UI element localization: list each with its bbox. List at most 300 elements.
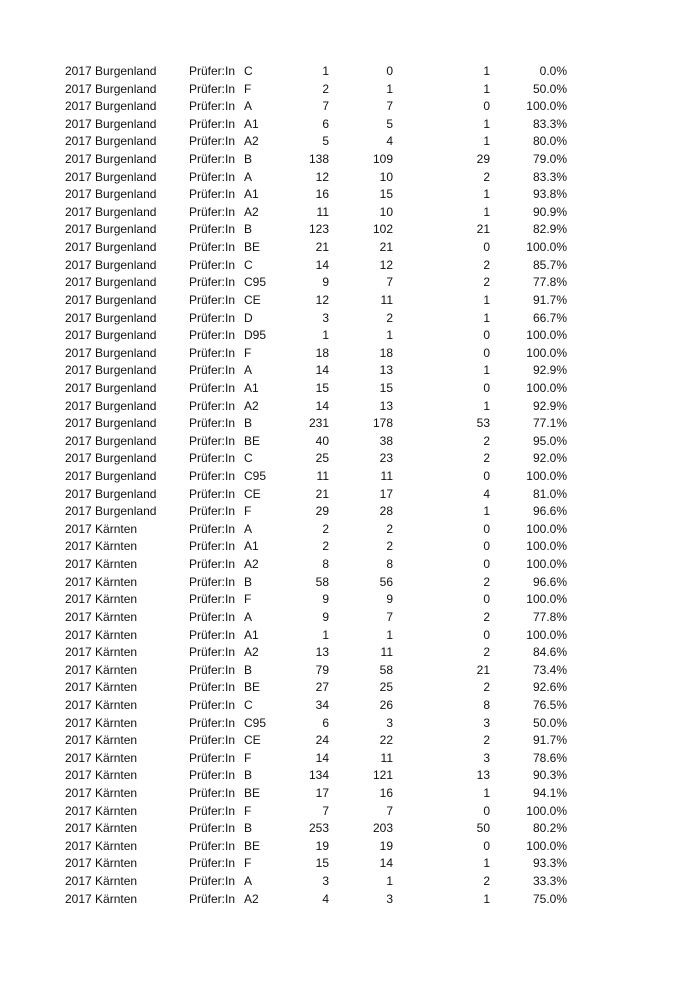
year-region-cell: 2017 Kärnten <box>65 838 138 853</box>
pass-rate-cell: 50.0% <box>532 81 567 96</box>
failed-cell: 1 <box>483 187 490 202</box>
license-class-cell: C95 <box>244 715 267 730</box>
license-class-cell: A2 <box>244 645 259 660</box>
table-row <box>0 785 700 803</box>
failed-cell: 3 <box>483 750 490 765</box>
table-row <box>0 169 700 187</box>
pass-rate-cell: 76.5% <box>532 697 567 712</box>
pass-rate-cell: 95.0% <box>532 433 567 448</box>
total-cell: 231 <box>308 416 329 431</box>
passed-cell: 7 <box>386 275 393 290</box>
passed-cell: 2 <box>386 539 393 554</box>
table-row <box>0 838 700 856</box>
failed-cell: 2 <box>483 680 490 695</box>
table-row <box>0 697 700 715</box>
role-cell: Prüfer:In <box>189 240 236 255</box>
year-region-cell: 2017 Kärnten <box>65 733 138 748</box>
passed-cell: 11 <box>380 645 393 660</box>
license-class-cell: A1 <box>244 627 259 642</box>
total-cell: 9 <box>322 592 329 607</box>
license-class-cell: D95 <box>244 328 267 343</box>
year-region-cell: 2017 Kärnten <box>65 856 138 871</box>
table-row <box>0 415 700 433</box>
pass-rate-cell: 100.0% <box>526 539 567 554</box>
table-row <box>0 521 700 539</box>
role-cell: Prüfer:In <box>189 345 236 360</box>
passed-cell: 23 <box>379 451 393 466</box>
license-class-cell: B <box>244 222 253 237</box>
failed-cell: 3 <box>483 715 490 730</box>
failed-cell: 1 <box>483 81 490 96</box>
license-class-cell: F <box>244 750 252 765</box>
license-class-cell: F <box>244 504 252 519</box>
license-class-cell: A2 <box>244 398 259 413</box>
table-row <box>0 98 700 116</box>
total-cell: 2 <box>322 521 329 536</box>
failed-cell: 1 <box>483 785 490 800</box>
license-class-cell: B <box>244 821 253 836</box>
passed-cell: 14 <box>379 856 393 871</box>
total-cell: 6 <box>322 116 329 131</box>
role-cell: Prüfer:In <box>189 557 236 572</box>
role-cell: Prüfer:In <box>189 838 236 853</box>
pass-rate-cell: 77.8% <box>532 609 567 624</box>
year-region-cell: 2017 Burgenland <box>65 398 157 413</box>
total-cell: 25 <box>315 451 329 466</box>
failed-cell: 21 <box>476 662 490 677</box>
passed-cell: 15 <box>379 187 393 202</box>
table-row <box>0 433 700 451</box>
passed-cell: 11 <box>380 292 393 307</box>
role-cell: Prüfer:In <box>189 433 236 448</box>
passed-cell: 11 <box>380 750 393 765</box>
total-cell: 79 <box>315 662 329 677</box>
passed-cell: 38 <box>379 433 393 448</box>
table-row <box>0 151 700 169</box>
passed-cell: 10 <box>379 204 393 219</box>
role-cell: Prüfer:In <box>189 204 236 219</box>
total-cell: 40 <box>315 433 329 448</box>
role-cell: Prüfer:In <box>189 803 236 818</box>
total-cell: 4 <box>322 891 329 906</box>
total-cell: 34 <box>315 697 329 712</box>
failed-cell: 0 <box>483 99 490 114</box>
license-class-cell: F <box>244 81 252 96</box>
passed-cell: 0 <box>386 64 393 78</box>
role-cell: Prüfer:In <box>189 574 236 589</box>
year-region-cell: 2017 Kärnten <box>65 680 138 695</box>
total-cell: 58 <box>315 574 329 589</box>
pass-rate-cell: 79.0% <box>532 152 567 167</box>
passed-cell: 21 <box>379 240 393 255</box>
pass-rate-cell: 100.0% <box>526 469 567 484</box>
year-region-cell: 2017 Kärnten <box>65 539 138 554</box>
role-cell: Prüfer:In <box>189 697 236 712</box>
total-cell: 14 <box>315 363 329 378</box>
role-cell: Prüfer:In <box>189 99 236 114</box>
table-row <box>0 855 700 873</box>
year-region-cell: 2017 Kärnten <box>65 592 138 607</box>
role-cell: Prüfer:In <box>189 750 236 765</box>
failed-cell: 8 <box>483 697 490 712</box>
year-region-cell: 2017 Burgenland <box>65 134 157 149</box>
failed-cell: 1 <box>483 134 490 149</box>
failed-cell: 2 <box>483 645 490 660</box>
year-region-cell: 2017 Burgenland <box>65 116 157 131</box>
role-cell: Prüfer:In <box>189 169 236 184</box>
pass-rate-cell: 78.6% <box>532 750 567 765</box>
failed-cell: 21 <box>476 222 490 237</box>
pass-rate-cell: 96.6% <box>532 504 567 519</box>
year-region-cell: 2017 Burgenland <box>65 433 157 448</box>
passed-cell: 3 <box>386 891 393 906</box>
year-region-cell: 2017 Burgenland <box>65 169 157 184</box>
year-region-cell: 2017 Burgenland <box>65 328 157 343</box>
year-region-cell: 2017 Burgenland <box>65 380 157 395</box>
license-class-cell: BE <box>244 433 261 448</box>
passed-cell: 1 <box>386 627 393 642</box>
year-region-cell: 2017 Kärnten <box>65 645 138 660</box>
total-cell: 7 <box>322 803 329 818</box>
passed-cell: 5 <box>386 116 393 131</box>
pass-rate-cell: 100.0% <box>526 557 567 572</box>
passed-cell: 28 <box>379 504 393 519</box>
role-cell: Prüfer:In <box>189 785 236 800</box>
table-row <box>0 820 700 838</box>
license-class-cell: A1 <box>244 380 259 395</box>
pass-rate-cell: 100.0% <box>526 380 567 395</box>
table-row <box>0 257 700 275</box>
table-row <box>0 116 700 134</box>
pass-rate-cell: 100.0% <box>526 592 567 607</box>
role-cell: Prüfer:In <box>189 486 236 501</box>
failed-cell: 2 <box>483 257 490 272</box>
table-row <box>0 538 700 556</box>
year-region-cell: 2017 Kärnten <box>65 609 138 624</box>
license-class-cell: BE <box>244 680 261 695</box>
total-cell: 12 <box>315 169 329 184</box>
pass-rate-cell: 100.0% <box>526 627 567 642</box>
total-cell: 17 <box>315 785 329 800</box>
pass-rate-cell: 93.8% <box>532 187 567 202</box>
table-row <box>0 380 700 398</box>
pass-rate-cell: 100.0% <box>526 99 567 114</box>
year-region-cell: 2017 Burgenland <box>65 257 157 272</box>
license-class-cell: B <box>244 574 253 589</box>
total-cell: 11 <box>316 469 329 484</box>
failed-cell: 1 <box>483 856 490 871</box>
table-row <box>0 468 700 486</box>
pass-rate-cell: 90.3% <box>532 768 567 783</box>
role-cell: Prüfer:In <box>189 521 236 536</box>
total-cell: 21 <box>315 486 329 501</box>
table-row <box>0 327 700 345</box>
license-class-cell: A <box>244 874 253 889</box>
table-row <box>0 556 700 574</box>
year-region-cell: 2017 Burgenland <box>65 345 157 360</box>
year-region-cell: 2017 Kärnten <box>65 557 138 572</box>
role-cell: Prüfer:In <box>189 680 236 695</box>
total-cell: 8 <box>322 557 329 572</box>
total-cell: 7 <box>322 99 329 114</box>
data-table <box>0 63 700 908</box>
pass-rate-cell: 100.0% <box>526 838 567 853</box>
license-class-cell: F <box>244 803 252 818</box>
table-row <box>0 679 700 697</box>
failed-cell: 0 <box>483 557 490 572</box>
passed-cell: 4 <box>386 134 393 149</box>
failed-cell: 0 <box>483 592 490 607</box>
passed-cell: 12 <box>379 257 393 272</box>
role-cell: Prüfer:In <box>189 539 236 554</box>
role-cell: Prüfer:In <box>189 662 236 677</box>
passed-cell: 16 <box>379 785 393 800</box>
year-region-cell: 2017 Burgenland <box>65 310 157 325</box>
failed-cell: 0 <box>483 240 490 255</box>
year-region-cell: 2017 Kärnten <box>65 627 138 642</box>
passed-cell: 19 <box>379 838 393 853</box>
year-region-cell: 2017 Burgenland <box>65 504 157 519</box>
year-region-cell: 2017 Kärnten <box>65 874 138 889</box>
total-cell: 1 <box>322 328 329 343</box>
passed-cell: 13 <box>379 398 393 413</box>
table-row <box>0 450 700 468</box>
total-cell: 6 <box>322 715 329 730</box>
passed-cell: 1 <box>386 874 393 889</box>
pass-rate-cell: 80.0% <box>532 134 567 149</box>
passed-cell: 17 <box>379 486 393 501</box>
table-row <box>0 574 700 592</box>
table-row <box>0 767 700 785</box>
role-cell: Prüfer:In <box>189 187 236 202</box>
passed-cell: 109 <box>372 152 393 167</box>
pass-rate-cell: 100.0% <box>526 240 567 255</box>
role-cell: Prüfer:In <box>189 116 236 131</box>
license-class-cell: CE <box>244 733 261 748</box>
role-cell: Prüfer:In <box>189 64 236 78</box>
total-cell: 15 <box>315 380 329 395</box>
license-class-cell: A2 <box>244 891 259 906</box>
total-cell: 14 <box>315 257 329 272</box>
pass-rate-cell: 96.6% <box>532 574 567 589</box>
failed-cell: 4 <box>483 486 490 501</box>
passed-cell: 15 <box>379 380 393 395</box>
role-cell: Prüfer:In <box>189 363 236 378</box>
passed-cell: 203 <box>372 821 393 836</box>
failed-cell: 2 <box>483 275 490 290</box>
role-cell: Prüfer:In <box>189 380 236 395</box>
year-region-cell: 2017 Burgenland <box>65 275 157 290</box>
role-cell: Prüfer:In <box>189 275 236 290</box>
table-row <box>0 204 700 222</box>
year-region-cell: 2017 Burgenland <box>65 292 157 307</box>
failed-cell: 0 <box>483 627 490 642</box>
role-cell: Prüfer:In <box>189 856 236 871</box>
failed-cell: 1 <box>483 116 490 131</box>
table-row <box>0 239 700 257</box>
table-row <box>0 133 700 151</box>
failed-cell: 2 <box>483 733 490 748</box>
license-class-cell: BE <box>244 240 261 255</box>
year-region-cell: 2017 Burgenland <box>65 222 157 237</box>
license-class-cell: B <box>244 768 253 783</box>
role-cell: Prüfer:In <box>189 627 236 642</box>
table-row <box>0 398 700 416</box>
pass-rate-cell: 0.0% <box>539 64 567 78</box>
total-cell: 12 <box>315 292 329 307</box>
total-cell: 2 <box>322 539 329 554</box>
passed-cell: 3 <box>386 715 393 730</box>
passed-cell: 18 <box>379 345 393 360</box>
year-region-cell: 2017 Burgenland <box>65 64 157 78</box>
table-row <box>0 503 700 521</box>
table-row <box>0 715 700 733</box>
passed-cell: 102 <box>372 222 393 237</box>
table-row <box>0 609 700 627</box>
total-cell: 9 <box>322 609 329 624</box>
pass-rate-cell: 100.0% <box>526 328 567 343</box>
failed-cell: 1 <box>483 398 490 413</box>
role-cell: Prüfer:In <box>189 257 236 272</box>
year-region-cell: 2017 Burgenland <box>65 469 157 484</box>
total-cell: 16 <box>315 187 329 202</box>
total-cell: 1 <box>322 64 329 78</box>
failed-cell: 2 <box>483 451 490 466</box>
failed-cell: 1 <box>483 363 490 378</box>
table-row <box>0 873 700 891</box>
passed-cell: 13 <box>379 363 393 378</box>
year-region-cell: 2017 Kärnten <box>65 574 138 589</box>
role-cell: Prüfer:In <box>189 451 236 466</box>
license-class-cell: A2 <box>244 557 259 572</box>
failed-cell: 1 <box>483 310 490 325</box>
table-row <box>0 63 700 81</box>
role-cell: Prüfer:In <box>189 222 236 237</box>
year-region-cell: 2017 Burgenland <box>65 363 157 378</box>
year-region-cell: 2017 Kärnten <box>65 697 138 712</box>
failed-cell: 0 <box>483 539 490 554</box>
table-row <box>0 627 700 645</box>
failed-cell: 2 <box>483 874 490 889</box>
passed-cell: 58 <box>379 662 393 677</box>
pass-rate-cell: 91.7% <box>532 733 567 748</box>
pass-rate-cell: 83.3% <box>532 169 567 184</box>
table-row <box>0 362 700 380</box>
table-row <box>0 662 700 680</box>
total-cell: 134 <box>308 768 329 783</box>
passed-cell: 56 <box>379 574 393 589</box>
pass-rate-cell: 77.1% <box>532 416 567 431</box>
table-row <box>0 345 700 363</box>
year-region-cell: 2017 Kärnten <box>65 803 138 818</box>
year-region-cell: 2017 Kärnten <box>65 715 138 730</box>
year-region-cell: 2017 Burgenland <box>65 99 157 114</box>
failed-cell: 0 <box>483 803 490 818</box>
pass-rate-cell: 33.3% <box>532 874 567 889</box>
total-cell: 24 <box>315 733 329 748</box>
failed-cell: 29 <box>476 152 490 167</box>
pass-rate-cell: 66.7% <box>532 310 567 325</box>
passed-cell: 11 <box>380 469 393 484</box>
pass-rate-cell: 92.6% <box>532 680 567 695</box>
pass-rate-cell: 100.0% <box>526 521 567 536</box>
license-class-cell: D <box>244 310 253 325</box>
license-class-cell: A <box>244 363 253 378</box>
role-cell: Prüfer:In <box>189 81 236 96</box>
license-class-cell: C <box>244 64 253 78</box>
role-cell: Prüfer:In <box>189 645 236 660</box>
license-class-cell: A <box>244 609 253 624</box>
license-class-cell: BE <box>244 838 261 853</box>
year-region-cell: 2017 Kärnten <box>65 768 138 783</box>
year-region-cell: 2017 Burgenland <box>65 416 157 431</box>
total-cell: 14 <box>315 398 329 413</box>
failed-cell: 1 <box>483 64 490 78</box>
passed-cell: 25 <box>379 680 393 695</box>
failed-cell: 2 <box>483 574 490 589</box>
license-class-cell: C <box>244 697 253 712</box>
role-cell: Prüfer:In <box>189 715 236 730</box>
year-region-cell: 2017 Kärnten <box>65 750 138 765</box>
passed-cell: 1 <box>386 328 393 343</box>
table-row <box>0 891 700 909</box>
pass-rate-cell: 77.8% <box>532 275 567 290</box>
role-cell: Prüfer:In <box>189 328 236 343</box>
year-region-cell: 2017 Burgenland <box>65 486 157 501</box>
pass-rate-cell: 94.1% <box>532 785 567 800</box>
total-cell: 5 <box>322 134 329 149</box>
passed-cell: 10 <box>379 169 393 184</box>
failed-cell: 0 <box>483 345 490 360</box>
year-region-cell: 2017 Burgenland <box>65 451 157 466</box>
role-cell: Prüfer:In <box>189 733 236 748</box>
failed-cell: 1 <box>483 292 490 307</box>
passed-cell: 2 <box>386 521 393 536</box>
total-cell: 13 <box>315 645 329 660</box>
pass-rate-cell: 90.9% <box>532 204 567 219</box>
failed-cell: 2 <box>483 433 490 448</box>
role-cell: Prüfer:In <box>189 504 236 519</box>
role-cell: Prüfer:In <box>189 469 236 484</box>
year-region-cell: 2017 Burgenland <box>65 204 157 219</box>
license-class-cell: C <box>244 451 253 466</box>
license-class-cell: C95 <box>244 469 267 484</box>
pass-rate-cell: 73.4% <box>532 662 567 677</box>
failed-cell: 1 <box>483 204 490 219</box>
role-cell: Prüfer:In <box>189 310 236 325</box>
license-class-cell: A <box>244 521 253 536</box>
passed-cell: 22 <box>379 733 393 748</box>
pass-rate-cell: 50.0% <box>532 715 567 730</box>
failed-cell: 0 <box>483 328 490 343</box>
total-cell: 29 <box>315 504 329 519</box>
role-cell: Prüfer:In <box>189 134 236 149</box>
total-cell: 11 <box>316 204 329 219</box>
total-cell: 3 <box>322 310 329 325</box>
license-class-cell: A1 <box>244 116 259 131</box>
failed-cell: 53 <box>476 416 490 431</box>
total-cell: 14 <box>315 750 329 765</box>
passed-cell: 1 <box>386 81 393 96</box>
failed-cell: 2 <box>483 609 490 624</box>
table-row <box>0 750 700 768</box>
passed-cell: 8 <box>386 557 393 572</box>
license-class-cell: B <box>244 152 253 167</box>
pass-rate-cell: 92.9% <box>532 398 567 413</box>
passed-cell: 2 <box>386 310 393 325</box>
failed-cell: 2 <box>483 169 490 184</box>
role-cell: Prüfer:In <box>189 592 236 607</box>
